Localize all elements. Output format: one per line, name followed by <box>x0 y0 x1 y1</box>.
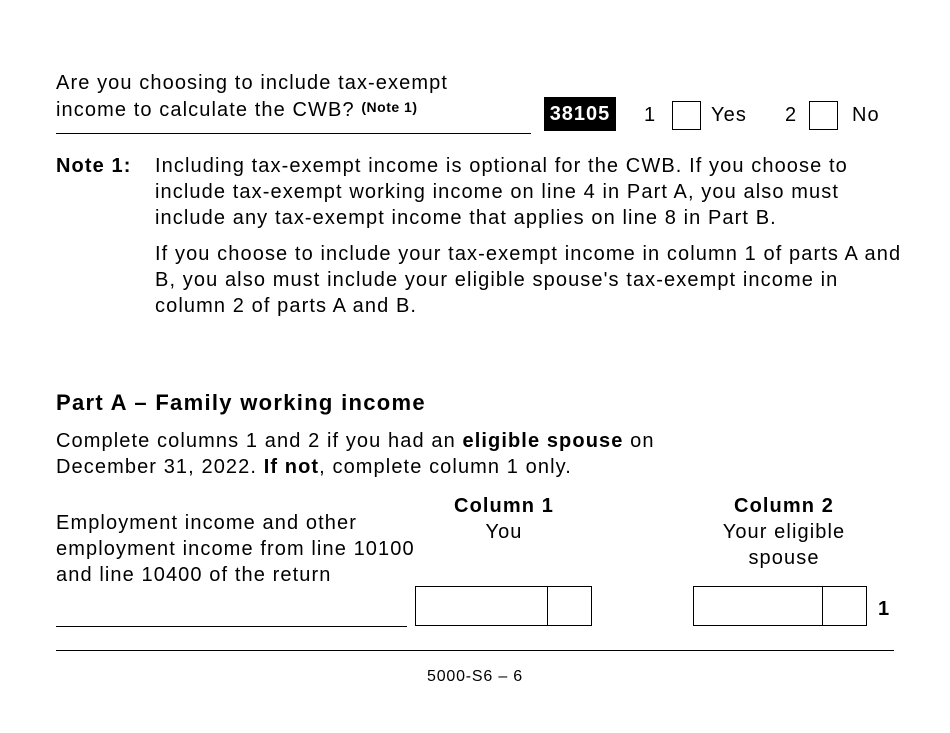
bottom-rule <box>56 650 894 651</box>
instr-bold-if-not: If not <box>263 456 320 478</box>
column-1-dollars[interactable] <box>416 587 548 625</box>
employment-income-underline <box>56 626 407 627</box>
instr-text-3: , complete column 1 only. <box>319 456 572 478</box>
note-label: Note 1: <box>56 155 132 177</box>
page-footer: 5000-S6 – 6 <box>427 668 523 685</box>
note-body <box>155 153 915 329</box>
column-2-title: Column 2 <box>734 495 834 517</box>
instr-text-1: Complete columns 1 and 2 if you had an <box>56 430 463 452</box>
column-1-header <box>415 493 593 545</box>
question-line-1: Are you choosing to include tax-exempt <box>56 72 448 94</box>
note-paragraph-2: If you choose to include your tax-exempt income in column 1 of parts A and B, you also must include your eligible spouse's tax-exempt income in column 2 of parts A and B. <box>155 243 902 317</box>
part-a-title: Part A – Family working income <box>56 390 426 415</box>
option-yes-number: 1 <box>644 104 657 126</box>
column-1-subtitle: You <box>485 521 523 543</box>
line-number-1: 1 <box>878 598 891 620</box>
employment-income-label: Employment income and other employment income from line 10100 and line 10400 of the return <box>56 512 415 586</box>
instr-bold-eligible-spouse: eligible spouse <box>462 430 624 452</box>
column-2-amount-field[interactable] <box>693 586 867 626</box>
column-1-title: Column 1 <box>454 495 554 517</box>
no-checkbox[interactable] <box>809 101 838 130</box>
option-no-number: 2 <box>785 104 798 126</box>
field-code-38105: 38105 <box>544 97 616 131</box>
instr-text-2: on December 31, 2022. <box>56 430 655 478</box>
column-2-dollars[interactable] <box>694 587 823 625</box>
column-2-subtitle-line-2: spouse <box>748 547 820 569</box>
question-line-2: income to calculate the CWB? <box>56 99 355 121</box>
option-no-label: No <box>852 104 880 126</box>
part-a-instructions <box>56 428 756 480</box>
column-2-cents[interactable] <box>823 587 866 625</box>
column-1-amount-field[interactable] <box>415 586 592 626</box>
option-yes-label: Yes <box>711 104 747 126</box>
question-text <box>56 70 448 125</box>
yes-checkbox[interactable] <box>672 101 701 130</box>
note-paragraph-1: Including tax-exempt income is optional for the CWB. If you choose to include tax-exempt working income on line 4 in Part A, you also must include any tax-exempt income that applies on line 8 in Part B. <box>155 155 848 229</box>
note-reference: (Note 1) <box>361 99 418 115</box>
column-1-cents[interactable] <box>548 587 591 625</box>
column-2-header <box>684 493 884 571</box>
question-underline <box>56 133 531 134</box>
column-2-subtitle-line-1: Your eligible <box>722 521 846 543</box>
